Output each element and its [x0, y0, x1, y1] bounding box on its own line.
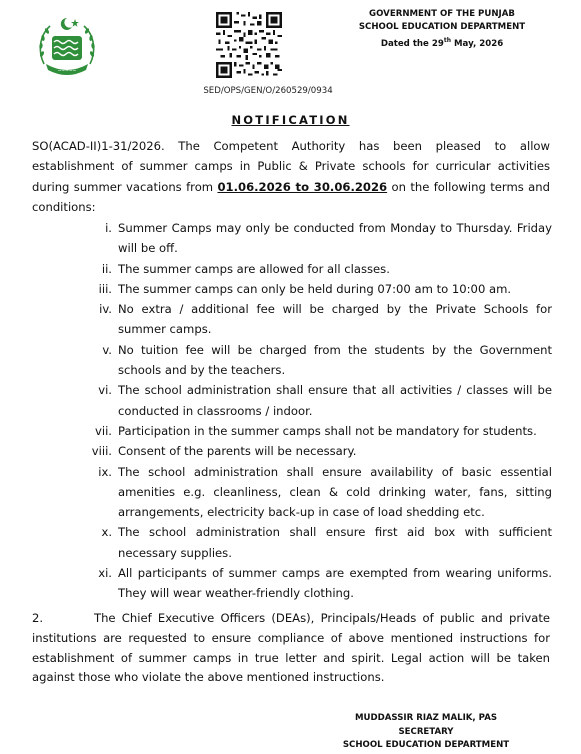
intro-paragraph: SO(ACAD-II)1-31/2026. The Competent Authority has been pleased to allow establishment of summer camps in Public & Private schools for curricular activities during summer vacations from 01.06.2026 to 30.06.2026 on the following terms and conditions:: [32, 139, 550, 215]
dated-line: Dated the 29th May, 2026: [380, 37, 504, 49]
punjab-emblem-icon: [34, 14, 100, 80]
terms-list: [82, 218, 552, 604]
list-item: v. No tuition fee will be charged from the students by the Government schools and by the teachers.: [102, 342, 552, 378]
department-header: [342, 8, 542, 51]
qr-code-icon: [216, 12, 282, 78]
notification-title: NOTIFICATION: [231, 113, 350, 127]
svg-text:~~~~~: ~~~~~: [57, 69, 77, 74]
list-item: x. The school administration shall ensure first aid box with sufficient necessary supplies.: [101, 525, 552, 560]
signatory-department: SCHOOL EDUCATION DEPARTMENT: [342, 740, 510, 750]
signature-block: [326, 712, 526, 753]
paragraph-number: 2.: [32, 611, 44, 625]
compliance-paragraph: 2. The Chief Executive Officers (DEAs), Principals/Heads of public and private institutions are requested to ensure compliance of above mentioned instructions for establishment of summer camps in true letter and spirit. Legal action will be taken against those who violate the above mentioned instructions.: [32, 611, 550, 685]
department-name: SCHOOL EDUCATION DEPARTMENT: [358, 22, 526, 32]
list-item: ix. The school administration shall ensure availability of basic essential amenities e.g. cleanliness, clean & cold drinking water, fans, sitting arrangements, electricity back-up in case of load shedding etc.: [98, 464, 552, 520]
list-item: iv. No extra / additional fee will be charged by the Private Schools for summer camps.: [99, 302, 552, 337]
signatory-designation: SECRETARY: [398, 726, 454, 737]
list-item: vii. Participation in the summer camps shall not be mandatory for students.: [95, 423, 537, 438]
list-item: xi. All participants of summer camps are exempted from wearing uniforms. They will wear weather-friendly clothing.: [98, 566, 552, 601]
list-item: ii. The summer camps are allowed for all classes.: [101, 261, 390, 276]
signatory-name: MUDDASSIR RIAZ MALIK, PAS: [354, 713, 498, 723]
reference-number: SED/OPS/GEN/O/260529/0934: [203, 86, 333, 96]
list-item: i. Summer Camps may only be conducted from Monday to Thursday. Friday will be off.: [105, 221, 552, 256]
government-name: GOVERNMENT OF THE PUNJAB: [369, 9, 515, 19]
list-item: iii. The summer camps can only be held during 07:00 am to 10:00 am.: [98, 281, 512, 296]
date-range: 01.06.2026 to 30.06.2026: [217, 179, 388, 194]
list-item: viii. Consent of the parents will be necessary.: [91, 444, 357, 459]
list-item: vi. The school administration shall ensure that all activities / classes will be conducted in classrooms / indoor.: [98, 383, 552, 418]
